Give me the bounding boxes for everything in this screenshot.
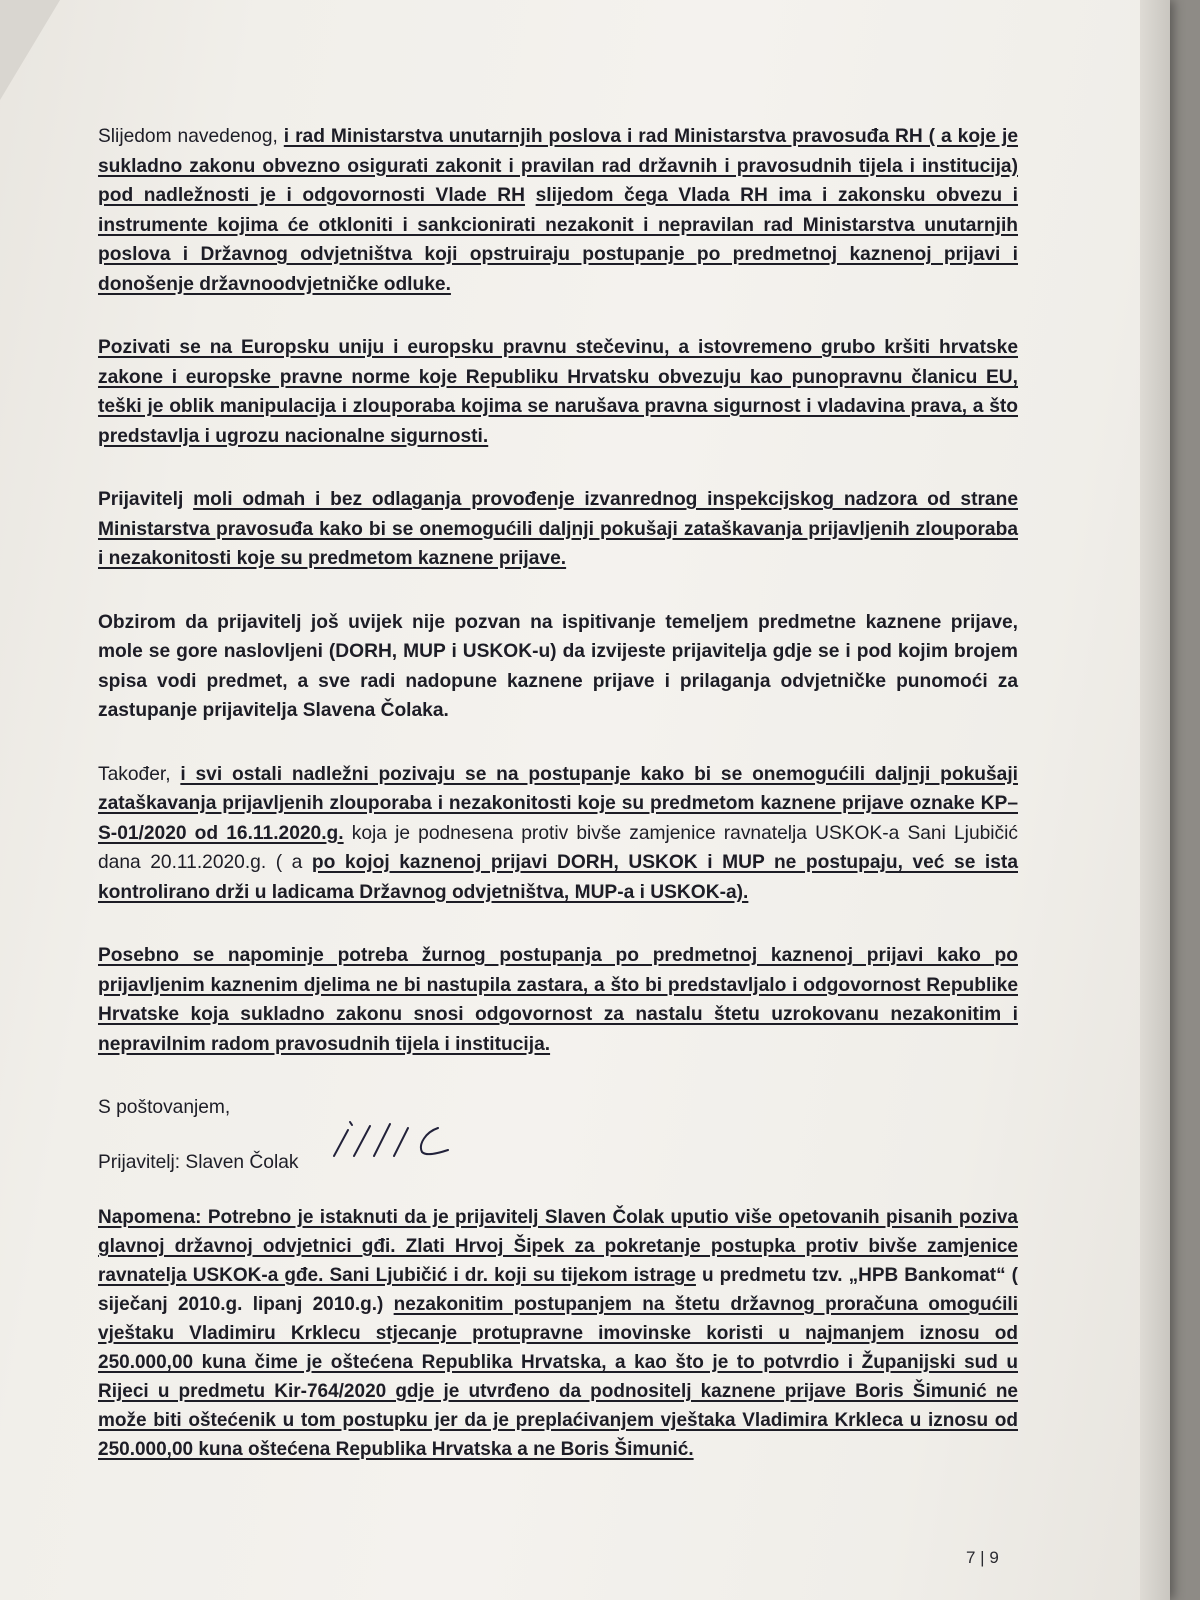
document-body [98,122,1018,1464]
closing-signer-row [98,1122,1018,1177]
p5-middle: koja je podnesena protiv bivše zamjenice ravnatelja USKOK-a Sani Ljubičić dana 20.11.2020.g. ( a [98,822,1018,873]
paragraph-2 [98,333,1018,451]
note-underlined-part1: Napomena: Potrebno je istaknuti da je prijavitelj Slaven Čolak uputio više opetovanih pisanih poziva glavnoj državnoj odvjetnici gđi. Zlati Hrvoj Šipek za pokretanje postupka protiv bivše zamjenice ravnatelja USKOK-a gđe. Sani Ljubičić i dr. koji su tijekom istrage [98,1207,1018,1286]
p5-intro: Također, [98,763,181,785]
p2-underlined-part1: Pozivati se na Europsku uniju i europsku pravnu stečevinu, a istovremeno grubo kršiti hrvatske zakone i europske pravne norme koje Republiku Hrvatsku obvezuju kao punopravnu članicu EU, [98,337,1018,388]
signature-image [326,1116,456,1162]
note-paragraph [98,1203,1018,1464]
note-underlined-part2: nezakonitim postupanjem na štetu državnog proračuna omogućili vještaku Vladimiru Krklecu stjecanje protupravne imovinske koristi u najmanjem iznosu od 250.000,00 kuna čime je oštećena Republika Hrvatska, a kao što je to potvrdio i Županijski sud u Rijeci u predmetu Kir-764/2020 gdje je utvrđeno da podnositelj kaznene prijave Boris Šimunić ne može biti oštećenik u tom postupku jer da je preplaćivanjem vještaka Vladimira Krkleca u iznosu od 250.000,00 kuna oštećena Republika Hrvatska a ne Boris Šimunić. [98,1294,1018,1460]
p4-text: Obzirom da prijavitelj još uvijek nije pozvan na ispitivanje temeljem predmetne kaznene prijave, mole se gore naslovljeni (DORH, MUP i USKOK-u) da izvijeste prijavitelja gdje se i pod kojim brojem spisa vodi predmet, a sve radi nadopune kaznene prijave i prilaganja odvjetničke punomoći za zastupanje prijavitelja Slavena Čolaka. [98,611,1018,721]
note-middle: u predmetu tzv. „HPB Bankomat“ ( siječanj 2010.g. lipanj 2010.g.) [98,1265,1018,1315]
p1-intro: Slijedom navedenog, [98,126,284,147]
p5-underlined-part2: po kojoj kaznenoj prijavi DORH, USKOK i MUP ne postupaju, već se ista kontrolirano drži u ladicama Državnog odvjetništva, MUP-a i USKOK-a). [98,852,1018,903]
paragraph-1 [98,122,1018,299]
paragraph-6 [98,941,1018,1059]
p3-underlined: moli odmah i bez odlaganja provođenje izvanrednog inspekcijskog nadzora od strane Ministarstva pravosuđa kako bi se onemogućili daljnji pokušaji zataškavanja prijavljenih zlouporaba i nezakonitosti koje su predmetom kaznene prijave. [98,489,1018,569]
p3-intro: Prijavitelj [98,489,194,510]
page-edge [1140,0,1170,1600]
closing-signer: Prijavitelj: Slaven Čolak [98,1152,299,1173]
p1-underlined-part1: i rad Ministarstva unutarnjih poslova i rad Ministarstva pravosuđa RH ( a koje je sukladno zakonu obvezno osigurati zakonit i pravilan rad državnih i pravosudnih tijela i institucija) pod nadležnosti je i odgovornosti Vlade RH [98,126,1018,206]
page-number: 7 | 9 [966,1548,999,1567]
p6-underlined: Posebno se napominje potreba žurnog postupanja po predmetnoj kaznenoj prijavi kako po prijavljenim kaznenim djelima ne bi nastupila zastara, a što bi predstavljalo i odgovornost Republike Hrvatske koja sukladno zakonu snosi odgovornost za nastalu štetu uzrokovanu nezakonitim i nepravilnim radom pravosudnih tijela i institucija. [98,945,1018,1055]
p5-underlined-part1: i svi ostali nadležni pozivaju se na postupanje kako bi se onemogućili daljnji pokušaji zataškavanja prijavljenih zlouporaba i nezakonitosti koje su predmetom kaznene prijave oznake KP–S-01/2020 od 16.11.2020.g. [98,763,1018,844]
paragraph-3 [98,485,1018,574]
p1-space [525,185,536,206]
paragraph-4 [98,608,1018,726]
paragraph-5 [98,760,1018,908]
p1-underlined-part2: slijedom čega Vlada RH ima i zakonsku obvezu i instrumente kojima će otkloniti i sankcionirati nezakonit i nepravilan rad Ministarstva unutarnjih poslova i Državnog odvjetništva koji opstruiraju postupanje po predmetnoj kaznenoj prijavi i donošenje državnoodvjetničke odluke. [98,185,1019,295]
closing-block [98,1093,1018,1177]
closing-greeting: S poštovanjem, [98,1097,231,1118]
p2-underlined-part2: teški je oblik manipulacija i zlouporaba kojima se narušava pravna sigurnost i vladavina prava, a što predstavlja i ugrozu nacionalne sigurnosti. [98,396,1018,447]
